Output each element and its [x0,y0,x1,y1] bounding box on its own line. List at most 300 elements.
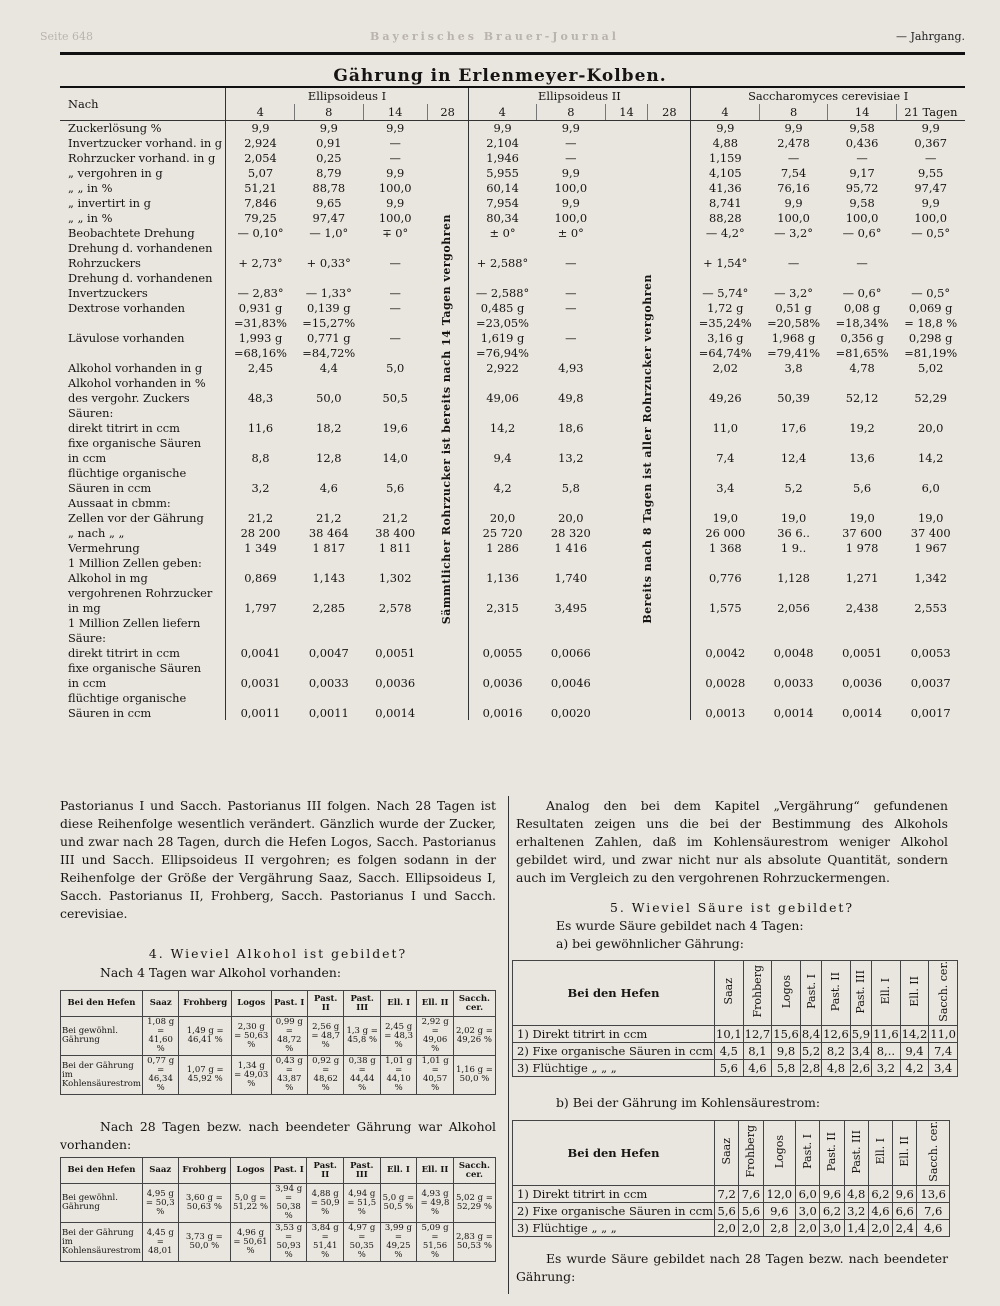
table-row [60,165,965,180]
table-cell: 4,78 [849,360,875,375]
section-5-sub1: Es wurde Säure gebildet nach 4 Tagen: [556,918,804,933]
alcohol-table-4-days [60,990,496,1095]
table-cell: 2,285 [312,600,346,615]
table-cell: 7,6 [739,1185,763,1202]
table-cell [537,630,606,645]
table-cell: 2,0 [715,1219,739,1236]
group-header: Ellipsoideus II [468,88,691,104]
table-cell: =76,94% [476,345,530,360]
table-cell [896,585,965,600]
row-label: Rohrzucker vorhand. in g [60,150,226,165]
column-header: Saaz [142,1158,178,1184]
table-cell [226,270,295,285]
table-cell: 4,96 g = 50,61 % [231,1223,271,1262]
table-cell [691,405,760,420]
row-label: Säure: [60,630,226,645]
table-cell: 4,4 [319,360,338,375]
table-cell: 1,740 [554,570,588,585]
column-header-text: Past. II [829,971,843,1011]
table-cell: 9,58 [849,120,875,135]
table-cell: 0,931 g [238,300,283,315]
table-cell: 0,771 g [307,330,351,345]
table-cell: 0,99 g = 48,72 % [271,1017,307,1056]
table-cell [691,690,760,705]
table-cell: 2,104 [486,135,519,150]
table-cell [828,240,897,255]
table-cell: 9,9 [561,165,580,180]
group-header: Saccharomyces cerevisiae I [748,89,909,103]
table-cell: 9,65 [316,195,342,210]
table-header-row [513,961,958,1026]
table-cell: 0,0066 [550,645,591,660]
column-header: Logos [232,991,272,1017]
table-cell: 0,356 g [840,330,884,345]
table-cell: 1,136 [486,570,519,585]
row-label: „ nach „ „ [60,525,226,540]
table-cell [468,660,537,675]
day-header: 8 [537,104,606,120]
table-cell: 4,94 g = 51,5 % [344,1184,381,1223]
column-header: Saaz [142,991,178,1017]
row-label: flüchtige organische [60,690,226,705]
table-cell [468,585,537,600]
row-label: Säuren in ccm [60,480,226,495]
table-cell [295,270,364,285]
table-cell [759,585,828,600]
table-cell: 0,0046 [550,675,591,690]
table-cell: 9,4 [493,450,512,465]
table-cell: 2,0 [739,1219,763,1236]
table-cell: 7,2 [715,1185,739,1202]
table-cell: 0,0037 [910,675,951,690]
section-5-title: 5. Wieviel Säure ist gebildet? [609,900,855,915]
table-cell: 1,3 g = 45,8 % [344,1017,380,1056]
column-header: Past. III [344,991,380,1017]
table-cell [226,240,295,255]
table-cell: 3,2 [844,1202,868,1219]
table-cell: 3,60 g = 50,63 % [178,1184,231,1223]
table-cell [363,465,427,480]
day-header: 14 [363,104,427,120]
table-cell: 0,38 g = 44,44 % [344,1056,380,1095]
table-cell: 0,0036 [375,675,416,690]
table-cell: 5,0 g = 51,22 % [231,1184,271,1223]
row-label: Bei der Gährung im Kohlensäurestrom [61,1223,143,1262]
table-cell: — [389,330,401,345]
table-cell: 2,45 [247,360,274,375]
table-cell: 2,02 [712,360,738,375]
table-cell: 0,298 g [908,330,953,345]
table-row [513,1202,950,1219]
table-cell: 0,0036 [842,675,883,690]
table-cell: 7,954 [486,195,519,210]
row-label: „ „ in % [60,180,226,195]
table-cell: — 2,83° [237,285,284,300]
table-cell [295,630,364,645]
table-row [513,1025,958,1042]
column-header: Sacch. cer. [453,1158,495,1184]
table-cell: 3,2 [251,480,270,495]
table-cell: 100,0 [554,180,588,195]
table-cell [468,690,537,705]
table-cell [363,630,427,645]
row-label: direkt titrirt in ccm [60,420,226,435]
table-cell: 12,7 [744,1026,771,1041]
row-label: Zellen vor der Gährung [60,510,226,525]
table-cell: 3,0 [796,1202,820,1219]
row-label: Vermehrung [60,540,226,555]
column-header: Ell. II [417,1158,454,1184]
table-row [60,150,965,165]
table-cell: 2,578 [378,600,412,615]
table-cell: 1 286 [486,540,519,555]
table-row [513,1059,958,1076]
table-cell [759,465,828,480]
table-row [60,360,965,375]
table-cell: 5,6 [715,1202,739,1219]
table-cell: 9,9 [921,120,940,135]
table-cell: 2,56 g = 48,7 % [307,1017,343,1056]
row-label: 3) Flüchtige „ „ „ [513,1059,715,1076]
table-cell [295,495,364,510]
column-header [739,1121,763,1186]
table-cell [828,405,897,420]
column-header [772,961,801,1026]
table-cell [896,405,965,420]
table-cell [468,615,537,630]
column-header [868,1121,892,1186]
table-cell: 9,9 [493,120,512,135]
table-row [60,135,965,150]
table-cell [537,660,606,675]
column-header: Bei den Hefen [513,961,715,1026]
table-cell [537,465,606,480]
table-cell: 9,9 [921,195,940,210]
row-label: 2) Fixe organische Säuren in ccm [513,1042,715,1059]
row-label: Zuckerlösung % [60,120,226,135]
table-cell [295,690,364,705]
table-cell: 3,4 [929,1059,958,1076]
table-cell: 9,6 [820,1185,844,1202]
table-cell: =81,19% [904,345,958,360]
table-cell: ± 0° [557,225,584,240]
table-cell [468,495,537,510]
table-cell [537,345,606,360]
table-cell [226,615,295,630]
table-cell: 1 817 [312,540,346,555]
table-cell: 49,26 [708,390,742,405]
header-left: Seite 648 [40,30,93,43]
table-cell: 100,0 [378,180,412,195]
table-cell: 100,0 [554,210,588,225]
table-cell: 4,97 g = 50,35 % [344,1223,381,1262]
table-cell: + 1,54° [703,255,748,270]
row-label: Alkohol vorhanden in % [60,375,226,390]
table-cell: 8,1 [743,1042,772,1059]
table-cell [759,660,828,675]
row-label: Drehung d. vorhandenen [60,270,226,285]
table-cell [363,495,427,510]
table-cell [537,405,606,420]
table-cell [537,585,606,600]
column-header [822,961,851,1026]
table-row [513,1219,950,1236]
table-cell: =31,83% [234,315,287,330]
table-cell: 5,9 [851,1026,871,1041]
table-cell: 4,105 [708,165,742,180]
table-cell: 11,6 [247,420,274,435]
table-cell: 0,485 g [480,300,525,315]
table-cell: — [787,150,800,165]
section-4-sub2: Nach 28 Tagen bezw. nach beendeter Gährung war Alkohol vorhanden: [60,1119,496,1152]
table-cell: 14,0 [382,450,408,465]
table-cell: 5,8 [561,480,580,495]
table-cell: 15,6 [773,1026,799,1041]
table-cell: 100,0 [378,210,412,225]
table-cell [295,585,364,600]
table-cell: 1,4 [844,1219,868,1236]
row-label: 1) Direkt titrirt in ccm [513,1185,715,1202]
table-cell: =35,24% [698,315,752,330]
table-cell [363,585,427,600]
table-cell: 0,0033 [308,675,349,690]
table-cell: 36 6.. [777,525,810,540]
table-cell: 9,9 [561,120,580,135]
table-cell [896,270,965,285]
row-label: Bei der Gährung im Kohlensäurestrom [61,1056,143,1095]
column-header: Logos [231,1158,271,1184]
table-cell [468,270,537,285]
table-cell [363,555,427,570]
table-cell: — 3,2° [774,285,813,300]
table-cell: 3,73 g = 50,0 % [178,1223,231,1262]
table-cell [896,555,965,570]
column-header-text: Past. I [801,1133,815,1169]
table-cell: 0,0016 [482,705,523,720]
table-cell: 0,0047 [308,645,349,660]
table-cell [468,405,537,420]
table-row [513,1185,950,1202]
table-row [60,600,965,615]
column-header-text: Logos [772,1134,786,1168]
table-cell: 76,16 [777,180,810,195]
table-cell: — [389,300,401,315]
table-cell: 4,6 [917,1219,950,1236]
table-cell: 4,5 [715,1042,744,1059]
table-cell [691,630,760,645]
table-cell: 5,6 [386,480,405,495]
table-cell: =79,41% [767,345,821,360]
row-label: 1 Million Zellen liefern [60,615,226,630]
table-cell: 9,9 [784,120,803,135]
table-cell: + 0,33° [306,255,351,270]
table-cell [537,690,606,705]
table-cell: 1,968 g [771,330,816,345]
table-cell [828,465,897,480]
table-cell: 17,6 [780,420,807,435]
table-cell: 0,08 g [843,300,881,315]
row-label: Drehung d. vorhandenen [60,240,226,255]
table-cell: 1,49 g = 46,41 % [179,1017,232,1056]
table-cell: 6,2 [868,1185,892,1202]
table-cell: 3,53 g = 50,93 % [270,1223,307,1262]
table-cell: 97,47 [914,180,947,195]
table-cell [226,660,295,675]
table-cell: 11,0 [930,1026,956,1041]
table-cell: =68,16% [234,345,287,360]
table-cell: — 0,5° [911,285,951,300]
table-cell [468,435,537,450]
table-cell: 5,2 [784,480,803,495]
table-cell: 3,2 [872,1059,901,1076]
day-header: 4 [226,104,295,120]
table-cell: 12,4 [780,450,807,465]
table-cell [226,555,295,570]
table-cell [691,555,760,570]
table-cell: 100,0 [914,210,947,225]
table-cell: — [389,150,401,165]
table-cell [226,405,295,420]
table-cell: 5,6 [853,480,872,495]
table-cell: 1,01 g = 44,10 % [380,1056,416,1095]
table-row [60,345,965,360]
row-label: Invertzucker vorhand. in g [60,135,226,150]
table-cell [363,615,427,630]
table-cell [295,555,364,570]
table-cell: 21,2 [316,510,342,525]
table-cell: 1,72 g [707,300,744,315]
table-cell: 8,741 [708,195,742,210]
table-cell: 8,79 [316,165,342,180]
column-header: Bei den Hefen [61,1158,143,1184]
table-cell: — 1,33° [305,285,352,300]
row-label: 1) Direkt titrirt in ccm [513,1025,715,1042]
table-cell: 25 720 [482,525,523,540]
table-cell: — [924,150,937,165]
table-header-row [61,1158,496,1184]
table-cell: 9,9 [386,195,405,210]
table-cell [295,375,364,390]
column-header: Past. I [271,991,307,1017]
table-row [60,630,965,645]
table-cell [896,255,965,270]
table-row [60,405,965,420]
table-cell: 20,0 [917,420,944,435]
table-cell: 2,45 g = 48,3 % [380,1017,416,1056]
table-cell [468,630,537,645]
table-row [513,1042,958,1059]
table-cell [896,240,965,255]
row-label: in mg [60,600,226,615]
column-header [850,961,871,1026]
vertical-note: Bereits nach 8 Tagen ist aller Rohrzucker vergohren [640,273,654,624]
column-header [893,1121,917,1186]
alcohol-table-28-days [60,1157,496,1262]
table-cell: 14,2 [489,420,516,435]
table-cell: 0,25 [316,150,342,165]
page-title: Gährung in Erlenmeyer-Kolben. [333,66,667,86]
table-cell: 7,4 [929,1042,958,1059]
table-cell: 10,1 [716,1026,742,1041]
table-cell: 2,056 [777,600,810,615]
table-row [60,420,965,435]
table-cell: 0,0013 [705,705,746,720]
table-cell [537,615,606,630]
table-row [60,195,965,210]
table-cell [537,375,606,390]
table-row [60,555,965,570]
table-cell [226,465,295,480]
row-label: flüchtige organische [60,465,226,480]
column-header [900,961,929,1026]
vertical-note: Sämmtlicher Rohrzucker ist bereits nach 14 Tagen vergohren [440,213,454,624]
table-cell: 2,478 [777,135,810,150]
table-cell [363,405,427,420]
table-cell: 41,36 [708,180,742,195]
table-cell: 2,83 g = 50,53 % [453,1223,495,1262]
row-label: Aussaat in cbmm: [60,495,226,510]
table-cell: 3,495 [554,600,588,615]
table-row [60,585,965,600]
table-cell: 0,869 [244,570,277,585]
row-label [60,345,226,360]
table-cell: 52,29 [914,390,947,405]
table-cell: 14,2 [917,450,944,465]
table-cell: 2,0 [796,1219,820,1236]
table-cell [759,435,828,450]
table-cell: 4,2 [900,1059,929,1076]
table-cell: 1,302 [378,570,412,585]
table-row [61,1056,496,1095]
table-cell: 0,0011 [308,705,349,720]
table-cell [468,375,537,390]
table-cell: 5,0 g = 50,5 % [380,1184,417,1223]
column-header [800,961,821,1026]
table-cell [363,240,427,255]
table-cell: — [565,300,577,315]
row-label: Säuren: [60,405,226,420]
table-cell [363,375,427,390]
header-right: — Jahrgang. [895,30,965,43]
column-header-text: Frohberg [750,965,764,1018]
table-cell: 7,4 [716,450,735,465]
table-cell [691,465,760,480]
column-header-text: Frohberg [744,1125,758,1178]
table-row [60,225,965,240]
table-cell: 4,45 g = 48,01 [142,1223,178,1262]
table-cell: 50,39 [777,390,810,405]
table-cell [226,435,295,450]
row-label: Lävulose vorhanden [60,330,226,345]
table-cell [759,690,828,705]
table-cell: 18,6 [558,420,584,435]
table-cell: 1,342 [914,570,947,585]
table-cell [537,240,606,255]
table-cell: 6,2 [820,1202,844,1219]
table-cell: =84,72% [302,345,356,360]
table-cell [295,405,364,420]
table-cell [759,375,828,390]
column-header-text: Past. I [804,973,818,1009]
table-cell: + 2,73° [238,255,283,270]
table-cell: 80,34 [486,210,519,225]
table-cell: 7,6 [917,1202,950,1219]
table-cell: 9,9 [561,195,580,210]
table-cell [759,495,828,510]
table-cell [537,315,606,330]
table-cell: ± 0° [489,225,516,240]
table-cell: 5,955 [486,165,519,180]
